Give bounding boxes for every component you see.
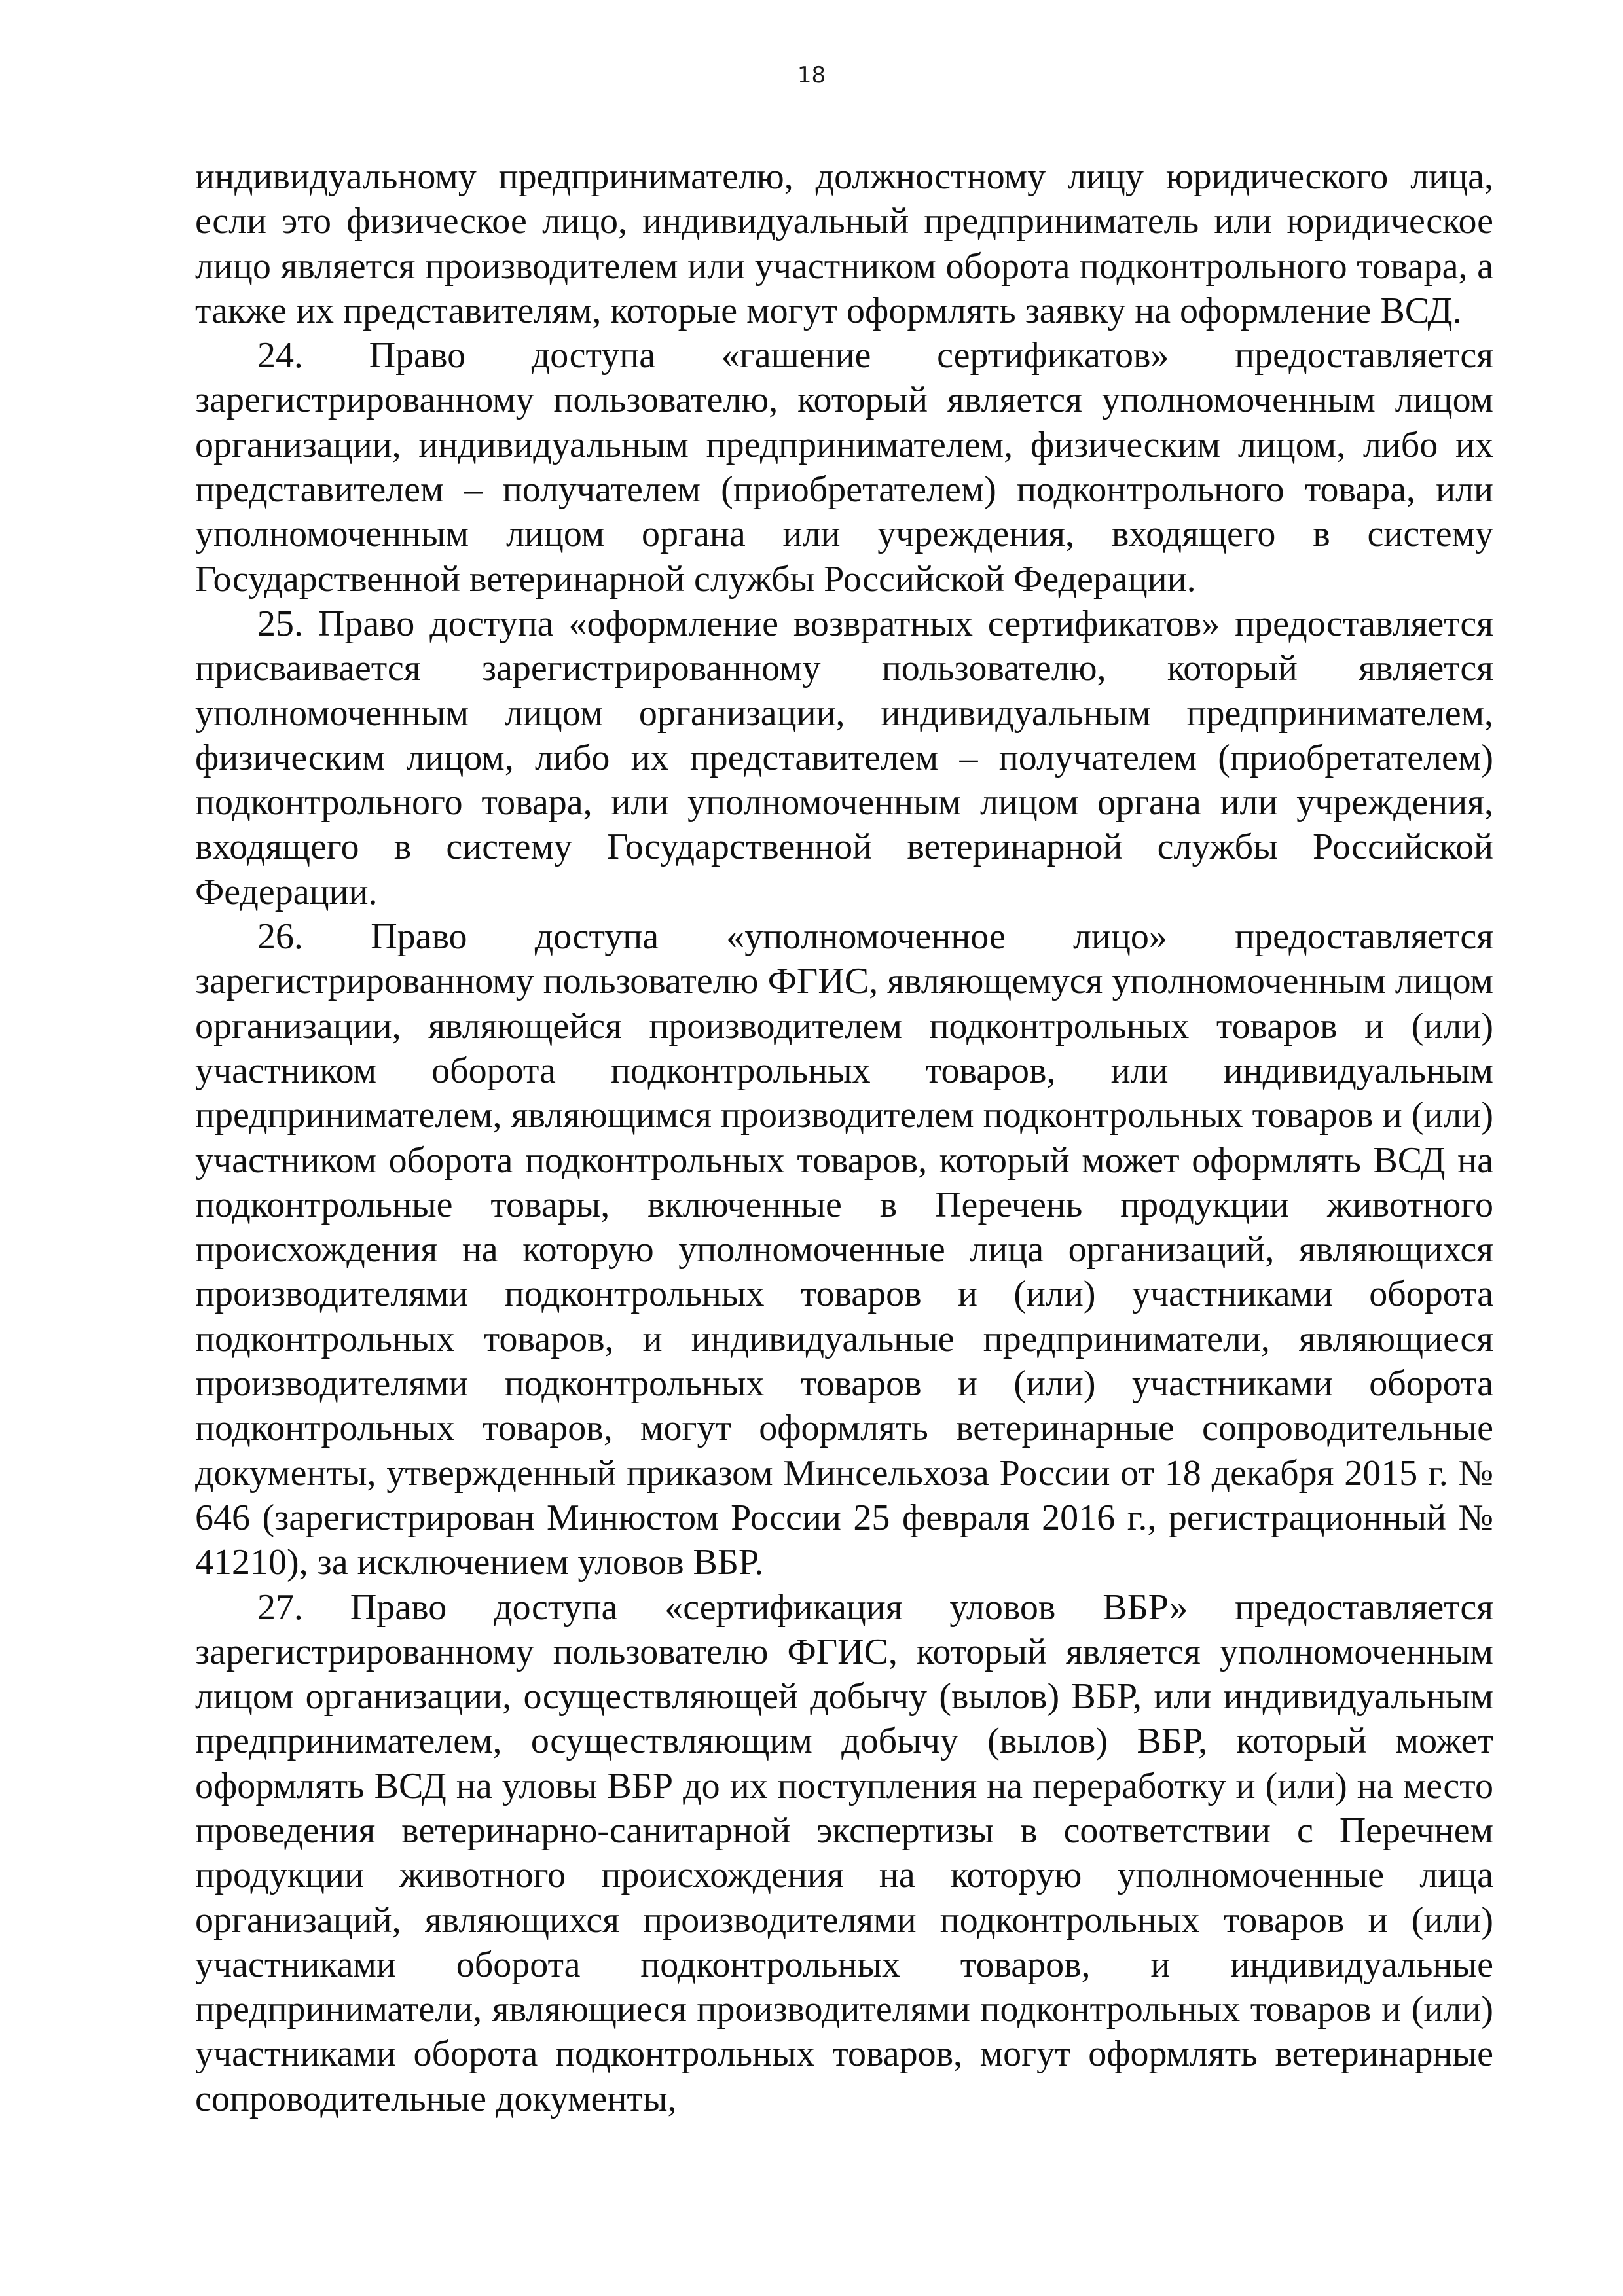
document-body — [195, 154, 1493, 2121]
paragraph-continuation: индивидуальному предпринимателю, должностному лицу юридического лица, если это физическое лицо, индивидуальный предприниматель или юридическое лицо является производителем или участником оборота подконтрольного товара, а также их представителям, которые могут оформлять заявку на оформление ВСД. — [195, 156, 1493, 331]
paragraph-25: 25. Право доступа «оформление возвратных сертификатов» предоставляется присваивается зарегистрированному пользователю, который является уполномоченным лицом организации, индивидуальным предпринимателем, физическим лицом, либо их представителем – получателем (приобретателем) подконтрольного товара, или уполномоченным лицом органа или учреждения, входящего в систему Государственной ветеринарной службы Российской Федерации. — [195, 603, 1493, 912]
paragraph-24: 24. Право доступа «гашение сертификатов» предоставляется зарегистрированному пользователю, который является уполномоченным лицом организации, индивидуальным предпринимателем, физическим лицом, либо их представителем – получателем (приобретателем) подконтрольного товара, или уполномоченным лицом органа или учреждения, входящего в систему Государственной ветеринарной службы Российской Федерации. — [195, 335, 1493, 600]
paragraph-27: 27. Право доступа «сертификация уловов ВБР» предоставляется зарегистрированному пользователю ФГИС, который является уполномоченным лицом организации, осуществляющей добычу (вылов) ВБР, или индивидуальным предпринимателем, осуществляющим добычу (вылов) ВБР, который может оформлять ВСД на уловы ВБР до их поступления на переработку и (или) на место проведения ветеринарно-санитарной экспертизы в соответствии с Перечнем продукции животного происхождения на которую уполномоченные лица организаций, являющихся производителями подконтрольных товаров и (или) участниками оборота подконтрольных товаров, и индивидуальные предприниматели, являющиеся производителями подконтрольных товаров и (или) участниками оборота подконтрольных товаров, могут оформлять ветеринарные сопроводительные документы, — [195, 1587, 1493, 2119]
page-number: 18 — [797, 62, 826, 88]
paragraph-26: 26. Право доступа «уполномоченное лицо» предоставляется зарегистрированному пользователю ФГИС, являющемуся уполномоченным лицом организации, являющейся производителем подконтрольных товаров и (или) участником оборота подконтрольных товаров, или индивидуальным предпринимателем, являющимся производителем подконтрольных товаров и (или) участником оборота подконтрольных товаров, который может оформлять ВСД на подконтрольные товары, включенные в Перечень продукции животного происхождения на которую уполномоченные лица организаций, являющихся производителями подконтрольных товаров и (или) участниками оборота подконтрольных товаров, и индивидуальные предприниматели, являющиеся производителями подконтрольных товаров и (или) участниками оборота подконтрольных товаров, могут оформлять ветеринарные сопроводительные документы, утвержденный приказом Минсельхоза России от 18 декабря 2015 г. № 646 (зарегистрирован Минюстом России 25 февраля 2016 г., регистрационный № 41210), за исключением уловов ВБР. — [195, 916, 1493, 1583]
